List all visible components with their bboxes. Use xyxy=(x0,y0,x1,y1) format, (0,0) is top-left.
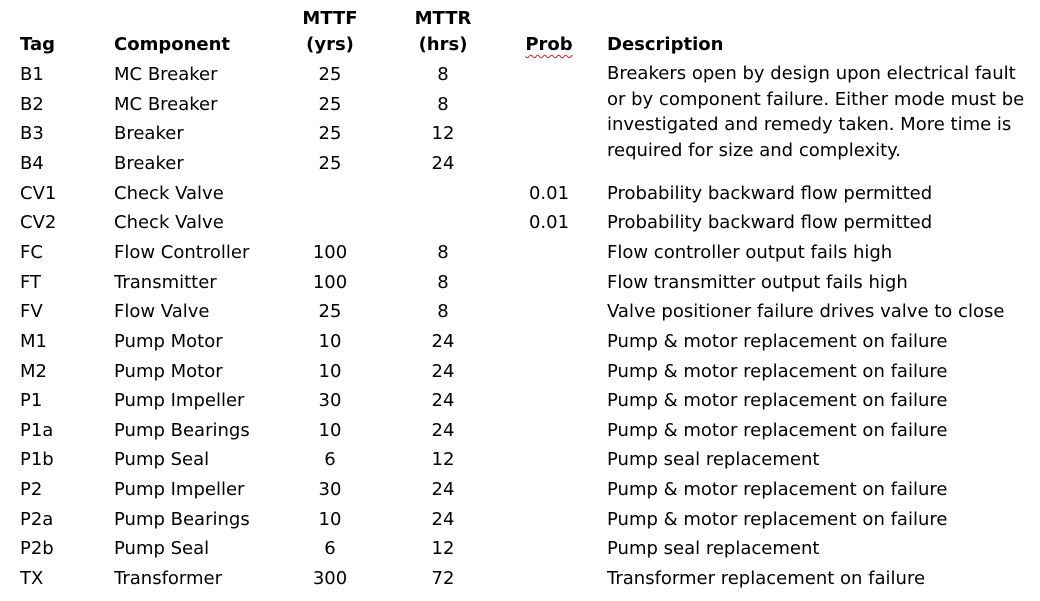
component-cell: Check Valve xyxy=(114,183,224,204)
mttf-cell: 10 xyxy=(318,361,342,382)
mttf-cell: 100 xyxy=(312,272,348,293)
description-cell: Valve positioner failure drives valve to close xyxy=(607,301,1005,322)
component-cell: MC Breaker xyxy=(114,64,218,85)
mttf-cell: 25 xyxy=(318,94,342,115)
component-cell: MC Breaker xyxy=(114,94,218,115)
mttr-cell: 24 xyxy=(431,331,455,352)
mttf-cell: 6 xyxy=(324,538,336,559)
mttr-cell: 8 xyxy=(437,242,449,263)
mttf-cell: 300 xyxy=(312,568,348,589)
component-cell: Check Valve xyxy=(114,212,224,233)
mttr-cell: 8 xyxy=(437,301,449,322)
header-prob-text: Prob xyxy=(525,34,573,55)
component-cell: Pump Seal xyxy=(114,538,210,559)
description-cell: Probability backward flow permitted xyxy=(607,183,933,204)
mttr-cell: 24 xyxy=(431,420,455,441)
tag-cell: B1 xyxy=(20,64,44,85)
mttr-cell: 12 xyxy=(431,449,455,470)
tag-cell: B4 xyxy=(20,153,44,174)
component-cell: Flow Valve xyxy=(114,301,210,322)
description-cell: Transformer replacement on failure xyxy=(607,568,926,589)
tag-cell: FC xyxy=(20,242,43,263)
tag-cell: TX xyxy=(20,568,44,589)
component-cell: Pump Bearings xyxy=(114,420,250,441)
mttr-cell: 24 xyxy=(431,361,455,382)
tag-cell: M2 xyxy=(20,361,47,382)
mttf-cell: 10 xyxy=(318,420,342,441)
mttr-cell: 24 xyxy=(431,390,455,411)
component-cell: Pump Motor xyxy=(114,331,223,352)
mttr-cell: 24 xyxy=(431,479,455,500)
description-cell: Probability backward flow permitted xyxy=(607,212,933,233)
mttf-cell: 10 xyxy=(318,331,342,352)
prob-cell: 0.01 xyxy=(528,183,570,204)
tag-cell: P2b xyxy=(20,538,54,559)
description-cell: Pump & motor replacement on failure xyxy=(607,331,948,352)
header-mttr-unit: (hrs) xyxy=(418,34,468,55)
tag-cell: FT xyxy=(20,272,42,293)
mttf-cell: 25 xyxy=(318,153,342,174)
description-cell: Pump seal replacement xyxy=(607,538,820,559)
mttf-cell: 10 xyxy=(318,509,342,530)
tag-cell: CV1 xyxy=(20,183,57,204)
header-description: Description xyxy=(607,34,724,55)
component-cell: Pump Bearings xyxy=(114,509,250,530)
mttf-cell: 30 xyxy=(318,479,342,500)
component-cell: Transformer xyxy=(114,568,223,589)
tag-cell: P1a xyxy=(20,420,54,441)
description-cell: Pump & motor replacement on failure xyxy=(607,479,948,500)
tag-cell: CV2 xyxy=(20,212,57,233)
tag-cell: FV xyxy=(20,301,43,322)
component-cell: Pump Seal xyxy=(114,449,210,470)
tag-cell: B3 xyxy=(20,123,44,144)
component-cell: Breaker xyxy=(114,153,184,174)
component-cell: Pump Impeller xyxy=(114,390,245,411)
prob-cell: 0.01 xyxy=(528,212,570,233)
description-cell: Pump & motor replacement on failure xyxy=(607,361,948,382)
mttr-cell: 24 xyxy=(431,153,455,174)
header-mttr: MTTR xyxy=(414,8,472,29)
mttf-cell: 25 xyxy=(318,123,342,144)
tag-cell: P2 xyxy=(20,479,43,500)
tag-cell: M1 xyxy=(20,331,47,352)
component-cell: Transmitter xyxy=(114,272,217,293)
header-tag: Tag xyxy=(20,34,55,55)
header-mttf-unit: (yrs) xyxy=(306,34,354,55)
mttf-cell: 100 xyxy=(312,242,348,263)
tag-cell: P2a xyxy=(20,509,54,530)
description-cell: Pump & motor replacement on failure xyxy=(607,390,948,411)
tag-cell: P1b xyxy=(20,449,54,470)
component-cell: Pump Impeller xyxy=(114,479,245,500)
mttr-cell: 8 xyxy=(437,272,449,293)
mttf-cell: 30 xyxy=(318,390,342,411)
breaker-description: Breakers open by design upon electrical fault or by component failure. Either mode must be investigated and remedy taken. More time is required for size and complexity. xyxy=(607,63,1025,161)
mttf-cell: 25 xyxy=(318,64,342,85)
mttr-cell: 8 xyxy=(437,64,449,85)
header-mttf: MTTF xyxy=(302,8,358,29)
mttf-cell: 6 xyxy=(324,449,336,470)
mttr-cell: 72 xyxy=(431,568,455,589)
description-cell: Pump & motor replacement on failure xyxy=(607,509,948,530)
header-component: Component xyxy=(114,34,231,55)
tag-cell: P1 xyxy=(20,390,43,411)
mttr-cell: 12 xyxy=(431,123,455,144)
description-cell: Flow controller output fails high xyxy=(607,242,893,263)
mttr-cell: 12 xyxy=(431,538,455,559)
mttr-cell: 8 xyxy=(437,94,449,115)
description-cell: Flow transmitter output fails high xyxy=(607,272,908,293)
description-cell: Pump seal replacement xyxy=(607,449,820,470)
component-cell: Flow Controller xyxy=(114,242,250,263)
tag-cell: B2 xyxy=(20,94,44,115)
component-cell: Pump Motor xyxy=(114,361,223,382)
description-cell: Pump & motor replacement on failure xyxy=(607,420,948,441)
mttr-cell: 24 xyxy=(431,509,455,530)
header-prob xyxy=(509,34,589,56)
mttf-cell: 25 xyxy=(318,301,342,322)
component-cell: Breaker xyxy=(114,123,184,144)
